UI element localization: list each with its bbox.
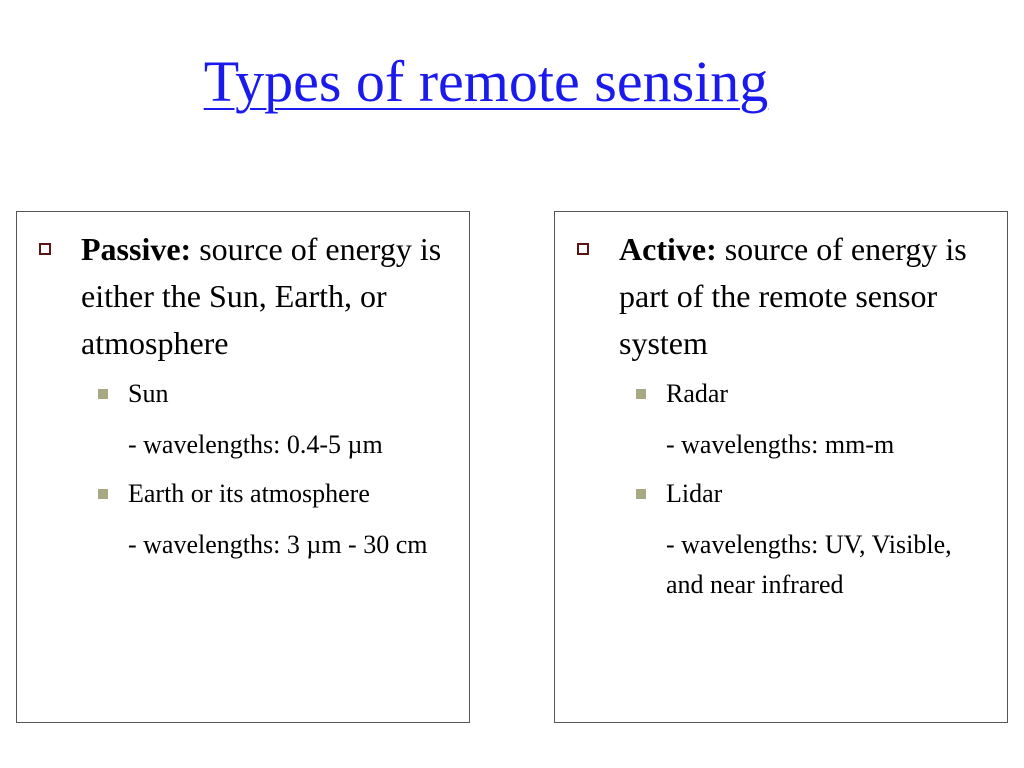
hollow-square-bullet-icon	[39, 243, 51, 255]
passive-text	[81, 226, 457, 367]
hollow-square-bullet-icon	[577, 243, 589, 255]
passive-item	[31, 226, 457, 575]
slide-title: Types of remote sensing	[203, 49, 769, 114]
filled-square-bullet-icon	[98, 389, 108, 399]
sub-item-label: Radar	[666, 379, 729, 408]
passive-sub-list	[31, 375, 457, 565]
sub-item-radar	[666, 375, 995, 413]
filled-square-bullet-icon	[636, 489, 646, 499]
sub-item-earth	[128, 475, 457, 513]
sub-item-label: Earth or its atmosphere	[128, 479, 370, 508]
sub-item-lidar	[666, 475, 995, 513]
sub-item-detail: - wavelengths: 0.4-5 µm	[128, 430, 383, 459]
sub-item-detail: - wavelengths: UV, Visible, and near infrared	[666, 530, 952, 599]
sub-item-sun	[128, 375, 457, 413]
sub-item-detail: - wavelengths: 3 µm - 30 cm	[128, 530, 428, 559]
active-term: Active:	[619, 231, 717, 267]
filled-square-bullet-icon	[98, 489, 108, 499]
active-sub-list	[569, 375, 995, 605]
active-text	[619, 226, 995, 367]
active-panel	[554, 211, 1008, 723]
sub-item-label: Lidar	[666, 479, 723, 508]
filled-square-bullet-icon	[636, 389, 646, 399]
passive-term: Passive:	[81, 231, 192, 267]
sub-item-detail: - wavelengths: mm-m	[666, 430, 895, 459]
passive-panel	[16, 211, 470, 723]
passive-description: source of energy is either the Sun, Earth, or atmosphere	[81, 231, 442, 361]
sub-item-label: Sun	[128, 379, 169, 408]
active-description: source of energy is part of the remote sensor system	[619, 231, 967, 361]
active-item	[569, 226, 995, 615]
